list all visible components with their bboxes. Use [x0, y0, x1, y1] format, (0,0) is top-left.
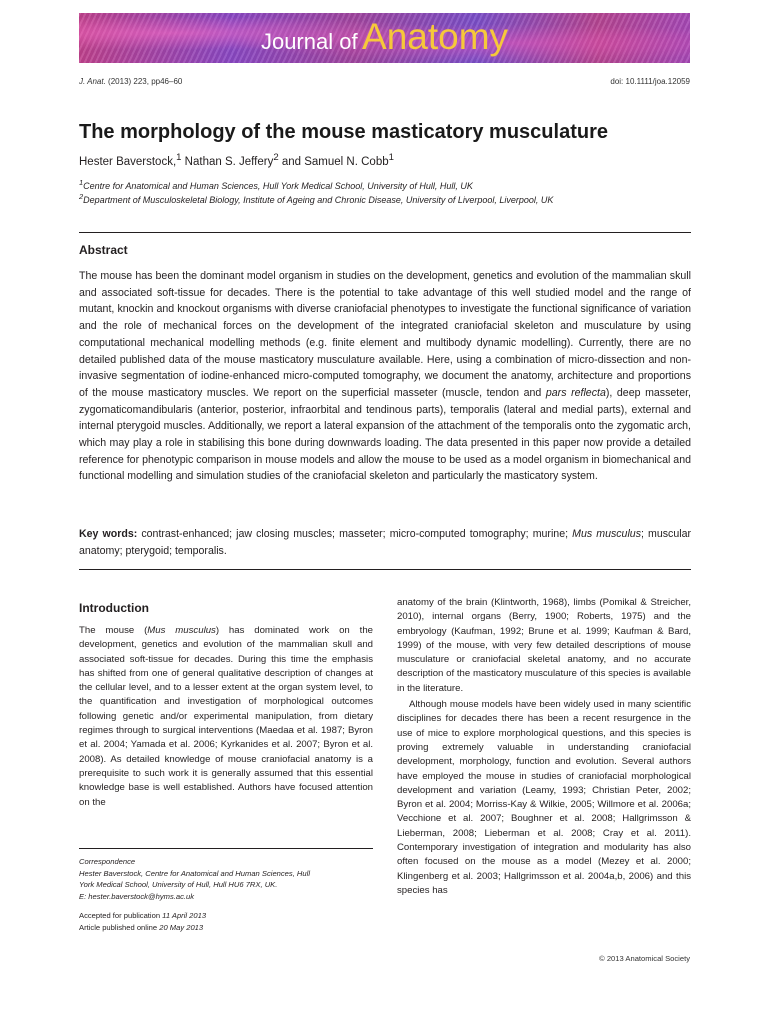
citation-volume: (2013) 223, pp46–60: [105, 77, 183, 86]
affiliation-text: Centre for Anatomical and Human Sciences, Hull York Medical School, University of Hull, Hull, UK: [83, 181, 473, 191]
journal-banner: [79, 13, 690, 63]
copyright: © 2013 Anatomical Society: [599, 954, 690, 963]
keywords: [79, 526, 691, 559]
publication-dates: [79, 910, 206, 933]
introduction-column-right: [397, 596, 691, 898]
correspondence-block: [79, 856, 373, 902]
online-date-line: [79, 922, 206, 934]
author-list: [79, 152, 394, 168]
abstract-text: [79, 268, 691, 485]
abstract-top-rule: [79, 232, 691, 233]
accepted-label: Accepted for publication: [79, 911, 163, 920]
online-label: Article published online: [79, 922, 160, 932]
journal-title-main: Anatomy: [362, 16, 509, 57]
accepted-date: 11 April 2013: [162, 911, 207, 920]
author-affiliation-mark: 2: [273, 152, 279, 163]
author-name: and Samuel N. Cobb: [278, 155, 389, 168]
abstract-bottom-rule: [79, 569, 691, 570]
affiliation: [79, 178, 473, 191]
author-name: Nathan S. Jeffery: [181, 155, 274, 168]
article-title: The morphology of the mouse masticatory musculature: [79, 121, 608, 143]
journal-title-prefix: Journal of: [260, 29, 358, 54]
affiliation-text: Department of Musculoskeletal Biology, Institute of Ageing and Chronic Disease, University of Liverpool, Liverpool, UK: [83, 195, 554, 205]
introduction-column-left: [79, 624, 373, 810]
author-affiliation-mark: 1: [176, 152, 182, 163]
intro-paragraph: Although mouse models have been widely used in many scientific disciplines for decades there has been a recent resurgence in the use of mice to explore morphological questions, and this species is proving extremely valuable in understanding craniofacial development, morphology, function and evolution. Several authors have employed the mouse in studies of craniofacial morphological development and variation (Leamy, 1993; Christian Peter, 2002; Byron et al. 2004; Morriss-Kay & Wilkie, 2005; Willmore et al. 2006a; Vecchione et al. 2007; Boughner et al. 2008; Hallgrimsson & Lieberman, 2008; Lieberman et al. 2008; Cray et al. 2011). Contemporary investigation of integration and modularity has also often focused on the mouse as a model (Mezey et al. 2000; Klingenberg et al. 2003; Hallgrimsson et al. 2004a,b, 2006) and this species has: [397, 699, 691, 896]
correspondence-address: Hester Baverstock, Centre for Anatomical and Human Sciences, Hull: [79, 868, 311, 878]
keywords-text: ; muscular anatomy; pterygoid; temporalis.: [79, 528, 692, 557]
keywords-label: Key words:: [79, 528, 138, 540]
correspondence-rule: [79, 848, 373, 849]
abstract-italic-term: pars reflecta: [545, 386, 606, 399]
accepted-date-line: [79, 910, 206, 922]
intro-paragraph: anatomy of the brain (Klintworth, 1968), limbs (Pomikal & Streicher, 2010), internal organs (Berry, 1900; Roberts, 1975) and the embryology (Kaufman, 1992; Brune et al. 1999; Kaufman & Bard, 1999) of the mouse, with very few detailed descriptions of mouse musculature or craniofacial skeletal anatomy, and no accurate description of the masticatory musculature of this species is available in the literature.: [397, 597, 691, 694]
correspondence-label: Correspondence: [79, 857, 136, 866]
abstract-text-part: The mouse has been the dominant model organism in studies on the development, genetics and evolution of the mammalian skull and associated soft-tissue for decades. There is the potential to take advantage of this well studied model and the range of mutant, knockin and knockout organisms with diverse craniofacial phenotypes to investigate the functional significance of variation and the role of mechanical forces on the development of the integrated craniofacial skeleton and musculature by using computational mechanical modelling methods (e.g. finite element and multibody dynamic modelling). Currently, there are no detailed published data of the mouse masticatory musculature available. Here, using a combination of micro-dissection and non-invasive segmentation of iodine-enhanced micro-computed tomography, we document the anatomy, architecture and proportions of the mouse masticatory muscles. We report on the superficial masseter (muscle, tendon and: [79, 270, 691, 399]
citation-journal: J. Anat.: [79, 77, 106, 86]
online-date: 20 May 2013: [159, 922, 204, 932]
abstract-heading: Abstract: [79, 243, 128, 257]
author-name: Hester Baverstock,: [79, 155, 177, 168]
correspondence-email[interactable]: E: hester.baverstock@hyms.ac.uk: [79, 891, 195, 901]
intro-text: ) has dominated work on the development, genetics and evolution of the mammalian skull and associated soft-tissue for decades. During this time the emphasis has shifted from one of general qualitative description of changes at the cellular level, and to a lesser extent at the organ system level, to the quantification and investigation of morphological outcomes following genetic and/or experimental manipulation, from dietary regimes through to surgical interventions (Maedaa et al. 1987; Byron et al. 2004; Yamada et al. 2006; Kyrkanides et al. 2007; Byron et al. 2008). As detailed knowledge of mouse craniofacial anatomy is a prerequisite to such work it is generally assumed that this essential knowledge base is well established. Authors have focused attention on the: [79, 625, 373, 808]
citation: [79, 77, 182, 86]
keywords-text: contrast-enhanced; jaw closing muscles; masseter; micro-computed tomography; murine;: [137, 528, 573, 540]
keywords-italic-term: Mus musculus: [572, 528, 641, 540]
affiliation: [79, 192, 553, 205]
journal-title: [79, 17, 690, 65]
affiliation-mark: 2: [79, 192, 84, 201]
doi[interactable]: doi: 10.1111/joa.12059: [610, 77, 690, 86]
intro-italic-term: Mus musculus: [147, 625, 216, 636]
affiliation-mark: 1: [79, 178, 84, 187]
intro-text: The mouse (: [79, 625, 148, 636]
abstract-text-part: ), deep masseter, zygomaticomandibularis (anterior, posterior, infraorbital and tendinous parts), temporalis (lateral and medial parts), external and internal pterygoid muscles. Additionally, we report a lateral expansion of the attachment of the temporalis onto the zygomatic arch, which may play a role in stabilising this bone during downwards loading. The data presented in this paper now provide a detailed reference for phenotypic comparison in mouse models and allow the mouse to be used as a model organism in biomechanical and functional modelling and simulation studies of the craniofacial skeleton and particularly the masticatory system.: [79, 386, 691, 483]
introduction-heading: Introduction: [79, 601, 149, 615]
author-affiliation-mark: 1: [388, 152, 394, 163]
correspondence-address: York Medical School, University of Hull, Hull HU6 7RX, UK.: [79, 880, 278, 890]
